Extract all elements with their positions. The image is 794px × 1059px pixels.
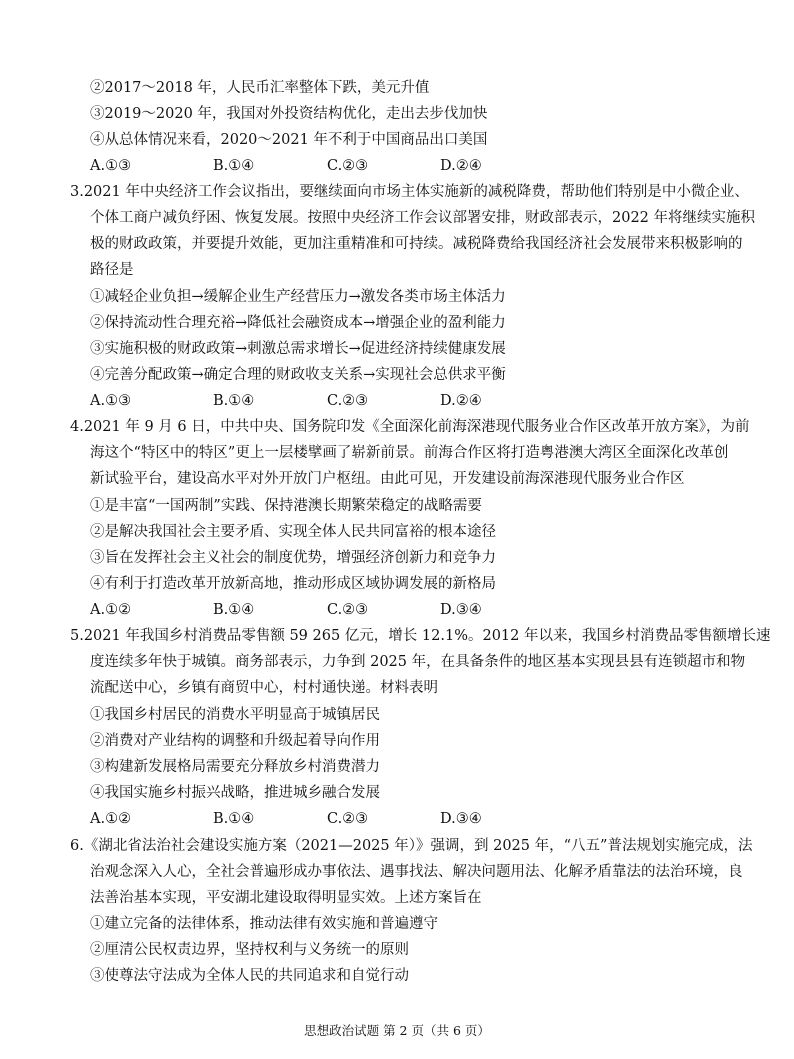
option-a: A.①② <box>90 602 132 618</box>
statement-line: ③使尊法守法成为全体人民的共同追求和自觉行动 <box>90 968 409 984</box>
statement-line: ②保持流动性合理充裕→降低社会融资成本→增强企业的盈利能力 <box>90 315 506 331</box>
option-b: B.①④ <box>213 811 255 827</box>
option-d: D.②④ <box>440 393 482 409</box>
statement-line: ①减轻企业负担→缓解企业生产经营压力→激发各类市场主体活力 <box>90 289 506 305</box>
question-6-stem: 法善治基本实现，平安湖北建设取得明显实效。上述方案旨在 <box>90 890 482 906</box>
page-footer: 思想政治试题 第 2 页（共 6 页） <box>304 1023 490 1038</box>
question-3-stem: 极的财政政策，并要提升效能，更加注重精准和可持续。减税降费给我国经济社会发展带来积极影响的 <box>90 236 743 252</box>
statement-line: ④有利于打造改革开放新高地，推动形成区域协调发展的新格局 <box>90 576 496 592</box>
question-5-stem: 5.2021 年我国乡村消费品零售额 59 265 亿元，增长 12.1%。2012 年以来，我国乡村消费品零售额增长速 <box>70 628 771 644</box>
question-6-stem: 治观念深入人心，全社会普遍形成办事依法、遇事找法、解决问题用法、化解矛盾靠法的法治环境，良 <box>90 864 743 880</box>
question-6-stem: 6.《湖北省法治社会建设实施方案（2021—2025 年）》强调，到 2025 年，“八五”普法规划实施完成，法 <box>70 838 753 854</box>
statement-line: ②是解决我国社会主要矛盾、实现全体人民共同富裕的根本途径 <box>90 524 496 540</box>
option-a: A.①③ <box>90 393 132 409</box>
question-4-stem: 4.2021 年 9 月 6 日，中共中央、国务院印发《全面深化前海深港现代服务业合作区改革开放方案》，为前 <box>70 419 750 435</box>
option-a: A.①② <box>90 811 132 827</box>
option-d: D.③④ <box>440 811 482 827</box>
option-c: C.②③ <box>327 393 369 409</box>
statement-line: ④从总体情况来看，2020～2021 年不利于中国商品出口美国 <box>90 132 488 148</box>
statement-line: ②2017～2018 年，人民币汇率整体下跌，美元升值 <box>90 80 430 96</box>
statement-line: ③旨在发挥社会主义社会的制度优势，增强经济创新力和竞争力 <box>90 550 496 566</box>
statement-line: ④我国实施乡村振兴战略，推进城乡融合发展 <box>90 785 380 801</box>
option-c: C.②③ <box>327 602 369 618</box>
option-a: A.①③ <box>90 158 132 174</box>
question-3-stem: 路径是 <box>90 262 134 278</box>
question-5-stem: 度连续多年快于城镇。商务部表示，力争到 2025 年，在具备条件的地区基本实现县县有连锁超市和物 <box>90 654 746 670</box>
statement-line: ②厘清公民权责边界，坚持权利与义务统一的原则 <box>90 942 409 958</box>
option-d: D.③④ <box>440 602 482 618</box>
statement-line: ③构建新发展格局需要充分释放乡村消费潜力 <box>90 759 380 775</box>
statement-line: ②消费对产业结构的调整和升级起着导向作用 <box>90 733 380 749</box>
question-5-stem: 流配送中心，乡镇有商贸中心，村村通快递。材料表明 <box>90 680 438 696</box>
statement-line: ①我国乡村居民的消费水平明显高于城镇居民 <box>90 707 380 723</box>
question-3-stem: 3.2021 年中央经济工作会议指出，要继续面向市场主体实施新的减税降费，帮助他们特别是中小微企业、 <box>70 184 749 200</box>
option-c: C.②③ <box>327 158 369 174</box>
option-b: B.①④ <box>213 158 255 174</box>
question-4-stem: 海这个“特区中的特区”更上一层楼擘画了崭新前景。前海合作区将打造粤港澳大湾区全面深化改革创 <box>90 445 729 461</box>
question-3-stem: 个体工商户减负纾困、恢复发展。按照中央经济工作会议部署安排，财政部表示，2022 年将继续实施积 <box>90 210 756 226</box>
option-d: D.②④ <box>440 158 482 174</box>
option-b: B.①④ <box>213 602 255 618</box>
option-b: B.①④ <box>213 393 255 409</box>
statement-line: ③实施积极的财政政策→刺激总需求增长→促进经济持续健康发展 <box>90 341 506 357</box>
question-4-stem: 新试验平台，建设高水平对外开放门户枢纽。由此可见，开发建设前海深港现代服务业合作区 <box>90 471 685 487</box>
statement-line: ③2019～2020 年，我国对外投资结构优化，走出去步伐加快 <box>90 106 488 122</box>
statement-line: ④完善分配政策→确定合理的财政收支关系→实现社会总供求平衡 <box>90 367 506 383</box>
statement-line: ①是丰富“一国两制”实践、保持港澳长期繁荣稳定的战略需要 <box>90 498 482 514</box>
statement-line: ①建立完备的法律体系，推动法律有效实施和普遍遵守 <box>90 916 438 932</box>
option-c: C.②③ <box>327 811 369 827</box>
